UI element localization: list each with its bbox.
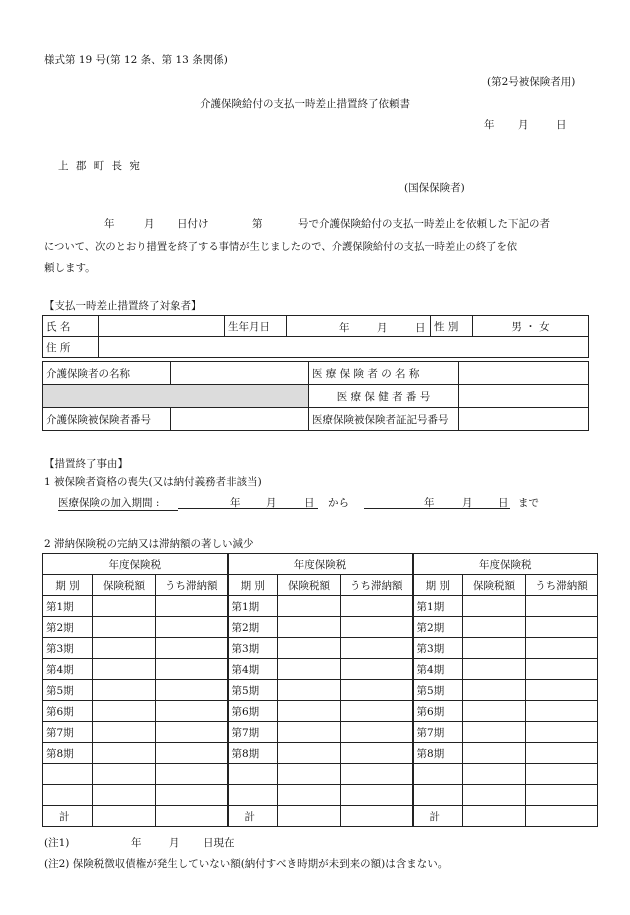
tax-amount-cell[interactable] — [463, 659, 526, 680]
tax-row — [43, 743, 598, 764]
tax-period-cell: 第1期 — [43, 596, 93, 617]
tax-period-cell: 第6期 — [228, 701, 278, 722]
tax-amount-cell[interactable] — [278, 596, 341, 617]
tax-period-cell — [413, 785, 463, 806]
tax-arrears-cell[interactable] — [156, 764, 228, 785]
tax-arrears-cell[interactable] — [156, 617, 228, 638]
tax-period-cell: 第4期 — [413, 659, 463, 680]
tax-period-cell — [43, 785, 93, 806]
tax-table — [42, 553, 598, 827]
tax-row — [43, 764, 598, 785]
tax-total-amount[interactable] — [93, 806, 156, 827]
tax-arrears-cell[interactable] — [526, 596, 598, 617]
tax-period-cell: 第6期 — [43, 701, 93, 722]
tax-period-cell: 第2期 — [228, 617, 278, 638]
tax-amount-cell[interactable] — [93, 743, 156, 764]
tax-total-arrears[interactable] — [156, 806, 228, 827]
tax-total-amount[interactable] — [463, 806, 526, 827]
medical-card-number-field[interactable] — [459, 408, 589, 431]
tax-row — [43, 617, 598, 638]
name-field[interactable] — [99, 316, 225, 337]
to-year: 年 — [424, 497, 435, 509]
tax-amount-cell[interactable] — [278, 722, 341, 743]
tax-amount-cell[interactable] — [463, 722, 526, 743]
note-1 — [44, 835, 344, 849]
tax-period-cell: 第3期 — [228, 638, 278, 659]
body-line-3: 頼します。 — [44, 262, 96, 274]
tax-row — [43, 701, 598, 722]
tax-amount-cell[interactable] — [463, 743, 526, 764]
note-2: (注2) 保険税徴収債権が発生していない額(納付すべき時期が未到来の額)は含まない。 — [44, 858, 449, 870]
tax-period-cell — [228, 764, 278, 785]
tax-amount-cell[interactable] — [278, 680, 341, 701]
care-insured-number-field[interactable] — [171, 408, 309, 431]
tax-col-arrears: うち滞納額 — [341, 575, 413, 596]
tax-arrears-cell[interactable] — [526, 722, 598, 743]
tax-arrears-cell[interactable] — [526, 701, 598, 722]
medical-insurer-name-label: 医 療 保 険 者 の 名 称 — [309, 362, 459, 385]
body-no: 第 — [252, 218, 263, 230]
from-word: から — [328, 497, 349, 509]
shaded-cell — [43, 385, 309, 408]
tax-period-cell: 第1期 — [228, 596, 278, 617]
tax-period-cell: 第5期 — [228, 680, 278, 701]
tax-amount-cell[interactable] — [93, 680, 156, 701]
tax-amount-cell[interactable] — [463, 596, 526, 617]
tax-group-header: 年度保険税 — [228, 554, 413, 575]
medical-card-number-label: 医療保険被保険者証記号番号 — [309, 408, 459, 431]
tax-amount-cell[interactable] — [278, 659, 341, 680]
sex-label: 性 別 — [431, 316, 473, 337]
tax-period-cell: 第8期 — [228, 743, 278, 764]
tax-period-cell: 第4期 — [228, 659, 278, 680]
reason-item-2: 2 滞納保険税の完納又は滞納額の著しい減少 — [44, 538, 254, 550]
body-line-2: について、次のとおり措置を終了する事情が生じましたので、介護保険給付の支払一時差止の終了を依 — [44, 241, 518, 253]
tax-col-period: 期 別 — [43, 575, 93, 596]
sender: (国保保険者) — [404, 182, 465, 194]
date-day: 日 — [556, 119, 567, 131]
tax-period-cell: 第7期 — [413, 722, 463, 743]
address-field[interactable] — [99, 337, 589, 358]
reason-item-1: 1 被保険者資格の喪失(又は納付義務者非該当) — [44, 476, 262, 488]
from-day: 日 — [304, 497, 315, 509]
insurer-name-field[interactable] — [171, 362, 309, 385]
tax-period-cell — [43, 764, 93, 785]
tax-arrears-cell[interactable] — [341, 743, 413, 764]
period-label: 医療保険の加入期間 : — [58, 495, 178, 511]
section2-heading: 【措置終了事由】 — [44, 458, 128, 470]
medical-insurer-name-field[interactable] — [459, 362, 589, 385]
from-month: 月 — [266, 497, 277, 509]
tax-period-cell — [228, 785, 278, 806]
tax-col-amount: 保険税額 — [463, 575, 526, 596]
tax-amount-cell[interactable] — [93, 764, 156, 785]
date-year: 年 — [484, 119, 495, 131]
tax-period-cell: 第8期 — [413, 743, 463, 764]
body-year: 年 — [104, 218, 115, 230]
sex-value[interactable]: 男 ・ 女 — [473, 316, 589, 337]
tax-amount-cell[interactable] — [463, 785, 526, 806]
tax-total-arrears[interactable] — [526, 806, 598, 827]
tax-row — [43, 596, 598, 617]
note-1-rest: 日現在 — [203, 837, 235, 849]
tax-amount-cell[interactable] — [463, 680, 526, 701]
tax-amount-cell[interactable] — [93, 701, 156, 722]
tax-period-cell: 第6期 — [413, 701, 463, 722]
tax-arrears-cell[interactable] — [341, 722, 413, 743]
address-label: 住 所 — [43, 337, 99, 358]
tax-period-cell: 第3期 — [413, 638, 463, 659]
tax-period-cell — [413, 764, 463, 785]
note-1-label: (注1) — [44, 837, 70, 849]
tax-amount-cell[interactable] — [463, 764, 526, 785]
tax-row — [43, 722, 598, 743]
tax-arrears-cell[interactable] — [341, 785, 413, 806]
tax-row — [43, 659, 598, 680]
care-insured-number-label: 介護保険被保険者番号 — [43, 408, 171, 431]
tax-arrears-cell[interactable] — [526, 680, 598, 701]
tax-total-label: 計 — [413, 806, 463, 827]
tax-total-arrears[interactable] — [341, 806, 413, 827]
to-word: まで — [518, 497, 539, 509]
tax-row — [43, 638, 598, 659]
tax-arrears-cell[interactable] — [526, 764, 598, 785]
tax-total-amount[interactable] — [278, 806, 341, 827]
tax-amount-cell[interactable] — [278, 701, 341, 722]
tax-col-amount: 保険税額 — [278, 575, 341, 596]
tax-row — [43, 785, 598, 806]
tax-arrears-cell[interactable] — [156, 680, 228, 701]
birth-year: 年 — [339, 322, 350, 334]
tax-arrears-cell[interactable] — [526, 617, 598, 638]
tax-amount-cell[interactable] — [93, 722, 156, 743]
note-1-year: 年 — [131, 837, 142, 849]
tax-arrears-cell[interactable] — [341, 680, 413, 701]
tax-row — [43, 680, 598, 701]
tax-arrears-cell[interactable] — [156, 659, 228, 680]
medical-insurer-number-field[interactable] — [459, 385, 589, 408]
tax-col-arrears: うち滞納額 — [156, 575, 228, 596]
period-to-field[interactable] — [364, 495, 510, 509]
tax-arrears-cell[interactable] — [341, 596, 413, 617]
body-rest: 号で介護保険給付の支払一時差止を依頼した下記の者 — [298, 218, 550, 230]
tax-arrears-cell[interactable] — [156, 701, 228, 722]
birth-label: 生年月日 — [225, 316, 287, 337]
from-year: 年 — [230, 497, 241, 509]
tax-arrears-cell[interactable] — [526, 743, 598, 764]
tax-amount-cell[interactable] — [278, 764, 341, 785]
tax-amount-cell[interactable] — [93, 638, 156, 659]
tax-period-cell: 第7期 — [228, 722, 278, 743]
insured-type: (第2号被保険者用) — [487, 76, 576, 88]
tax-amount-cell[interactable] — [93, 785, 156, 806]
tax-arrears-cell[interactable] — [341, 701, 413, 722]
tax-amount-cell[interactable] — [93, 596, 156, 617]
birth-field[interactable] — [287, 316, 431, 337]
period-from-field[interactable] — [178, 495, 318, 509]
tax-arrears-cell[interactable] — [156, 638, 228, 659]
tax-arrears-cell[interactable] — [156, 722, 228, 743]
tax-amount-cell[interactable] — [278, 638, 341, 659]
tax-arrears-cell[interactable] — [341, 617, 413, 638]
tax-group-header: 年度保険税 — [43, 554, 228, 575]
tax-period-cell: 第7期 — [43, 722, 93, 743]
subject-table-bottom — [42, 361, 589, 431]
period-line — [58, 495, 558, 511]
to-day: 日 — [498, 497, 509, 509]
page-title: 介護保険給付の支払一時差止措置終了依頼書 — [200, 98, 410, 110]
tax-col-arrears: うち滞納額 — [526, 575, 598, 596]
tax-col-period: 期 別 — [228, 575, 278, 596]
body-dated: 日付け — [177, 218, 209, 230]
tax-amount-cell[interactable] — [278, 785, 341, 806]
tax-period-cell: 第8期 — [43, 743, 93, 764]
birth-day: 日 — [415, 322, 426, 334]
tax-arrears-cell[interactable] — [341, 659, 413, 680]
insurer-name-label: 介護保険者の名称 — [43, 362, 171, 385]
tax-group-header-row — [43, 554, 598, 575]
addressee: 上 郡 町 長 宛 — [58, 160, 142, 172]
tax-amount-cell[interactable] — [463, 638, 526, 659]
to-month: 月 — [462, 497, 473, 509]
tax-arrears-cell[interactable] — [156, 596, 228, 617]
medical-insurer-number-label: 医 療 保 健 者 番 号 — [309, 385, 459, 408]
tax-period-cell: 第4期 — [43, 659, 93, 680]
body-month: 月 — [144, 218, 155, 230]
tax-arrears-cell[interactable] — [526, 659, 598, 680]
tax-amount-cell[interactable] — [463, 617, 526, 638]
tax-amount-cell[interactable] — [93, 659, 156, 680]
tax-col-period: 期 別 — [413, 575, 463, 596]
subject-table-top — [42, 315, 589, 358]
birth-month: 月 — [377, 322, 388, 334]
tax-column-header-row — [43, 575, 598, 596]
tax-amount-cell[interactable] — [93, 617, 156, 638]
tax-arrears-cell[interactable] — [341, 764, 413, 785]
tax-period-cell: 第5期 — [43, 680, 93, 701]
tax-total-label: 計 — [43, 806, 93, 827]
tax-arrears-cell[interactable] — [526, 638, 598, 659]
name-label: 氏 名 — [43, 316, 99, 337]
tax-amount-cell[interactable] — [463, 701, 526, 722]
note-1-month: 月 — [169, 837, 180, 849]
tax-col-amount: 保険税額 — [93, 575, 156, 596]
tax-group-header: 年度保険税 — [413, 554, 598, 575]
tax-period-cell: 第2期 — [413, 617, 463, 638]
tax-arrears-cell[interactable] — [156, 743, 228, 764]
tax-amount-cell[interactable] — [278, 617, 341, 638]
tax-arrears-cell[interactable] — [341, 638, 413, 659]
tax-arrears-cell[interactable] — [526, 785, 598, 806]
tax-period-cell: 第1期 — [413, 596, 463, 617]
tax-period-cell: 第3期 — [43, 638, 93, 659]
tax-total-row — [43, 806, 598, 827]
tax-period-cell: 第2期 — [43, 617, 93, 638]
form-number: 様式第 19 号(第 12 条、第 13 条関係) — [44, 54, 228, 66]
tax-arrears-cell[interactable] — [156, 785, 228, 806]
tax-total-label: 計 — [228, 806, 278, 827]
tax-period-cell: 第5期 — [413, 680, 463, 701]
date-month: 月 — [518, 119, 529, 131]
section1-heading: 【支払一時差止措置終了対象者】 — [44, 300, 202, 312]
tax-amount-cell[interactable] — [278, 743, 341, 764]
